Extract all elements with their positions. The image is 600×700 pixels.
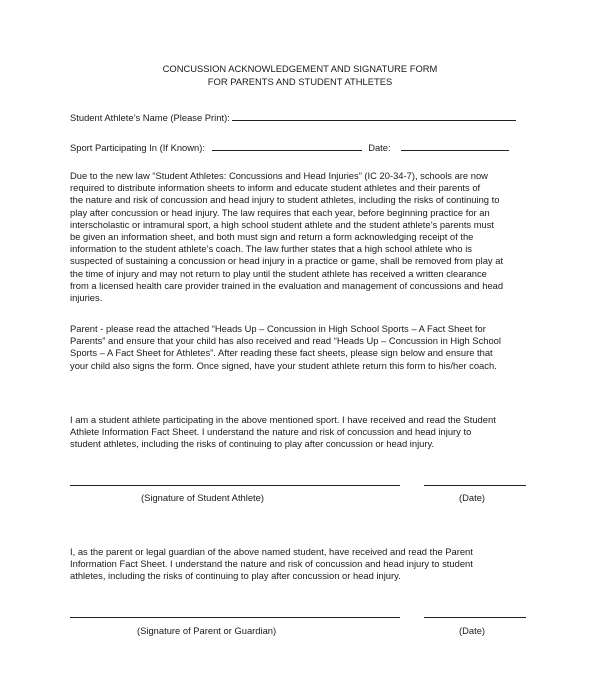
title-line-1: CONCUSSION ACKNOWLEDGEMENT AND SIGNATURE FORM — [162, 63, 438, 74]
parent-instructions-paragraph — [70, 323, 540, 372]
paragraph-line: Sports – A Fact Sheet for Athletes”. After reading these fact sheets, please sign below and ensure that — [70, 347, 493, 359]
date-input[interactable] — [401, 141, 509, 151]
student-name-field — [70, 111, 516, 124]
athlete-date-label: (Date) — [459, 492, 486, 503]
paragraph-line: Parent - please read the attached “Heads Up – Concussion in High School Sports – A Fact Sheet for — [70, 323, 486, 334]
paragraph-line: the time of injury and may not return to play until the student athlete has received a written clearance — [70, 267, 487, 279]
athlete-signature-label: (Signature of Student Athlete) — [141, 492, 264, 503]
parent-signature-label: (Signature of Parent or Guardian) — [137, 625, 277, 636]
athlete-statement-paragraph — [70, 414, 540, 451]
paragraph-line: be given an information sheet, and both must sign and return a form acknowledging receipt of the — [70, 231, 474, 243]
athlete-date-line[interactable] — [424, 485, 526, 486]
title-line-2: FOR PARENTS AND STUDENT ATHLETES — [207, 75, 393, 87]
paragraph-line: your child also signs the form. Once signed, have your student athlete return this form to his/her coach. — [70, 359, 497, 371]
paragraph-line: injuries. — [70, 292, 103, 304]
sport-date-row — [70, 141, 509, 154]
parent-date-label: (Date) — [459, 625, 486, 636]
paragraph-line: required to distribute information sheets to inform and educate student athletes and their parents of — [70, 182, 481, 194]
paragraph-line: interscholastic or intramural sport, a high school student athlete and the student athlete’s parents must — [70, 218, 495, 230]
form-title — [0, 63, 600, 88]
paragraph-line: suspected of sustaining a concussion or head injury in a practice or game, shall be removed from play at — [70, 255, 504, 267]
parent-date-line[interactable] — [424, 617, 526, 618]
student-name-input[interactable] — [232, 111, 516, 121]
paragraph-line: Parents” and ensure that your child has also received and read “Heads Up – Concussion in High School — [70, 335, 501, 347]
date-label: Date: — [368, 142, 391, 153]
paragraph-line: student athletes, including the risks of continuing to play after concussion or head injury. — [70, 438, 435, 450]
paragraph-line: Athlete Information Fact Sheet. I understand the nature and risk of concussion and head injury to — [70, 426, 472, 438]
parent-signature-line[interactable] — [70, 617, 400, 618]
paragraph-line: Information Fact Sheet. I understand the nature and risk of concussion and head injury to student — [70, 558, 473, 570]
paragraph-line: I, as the parent or legal guardian of the above named student, have received and read the Parent — [70, 546, 473, 557]
athlete-signature-line[interactable] — [70, 485, 400, 486]
law-paragraph — [70, 170, 540, 304]
parent-statement-paragraph — [70, 546, 540, 583]
paragraph-line: play after concussion or head injury. The law requires that each year, before beginning practice for an — [70, 206, 490, 218]
sport-label: Sport Participating In (If Known): — [70, 142, 205, 153]
paragraph-line: athletes, including the risks of continuing to play after concussion or head injury. — [70, 570, 401, 582]
paragraph-line: Due to the new law “Student Athletes: Concussions and Head Injuries” (IC 20-34-7), schools are now — [70, 170, 488, 181]
paragraph-line: information to the student athlete’s coach. The law further states that a high school athlete who is — [70, 243, 472, 255]
sport-input[interactable] — [212, 141, 362, 151]
paragraph-line: I am a student athlete participating in the above mentioned sport. I have received and read the Student — [70, 414, 496, 425]
paragraph-line: the nature and risk of concussion and head injury to student athletes, including the risks of continuing to — [70, 194, 500, 206]
paragraph-line: from a licensed health care provider trained in the evaluation and management of concussions and head — [70, 279, 504, 291]
student-name-label: Student Athlete’s Name (Please Print): — [70, 112, 230, 123]
